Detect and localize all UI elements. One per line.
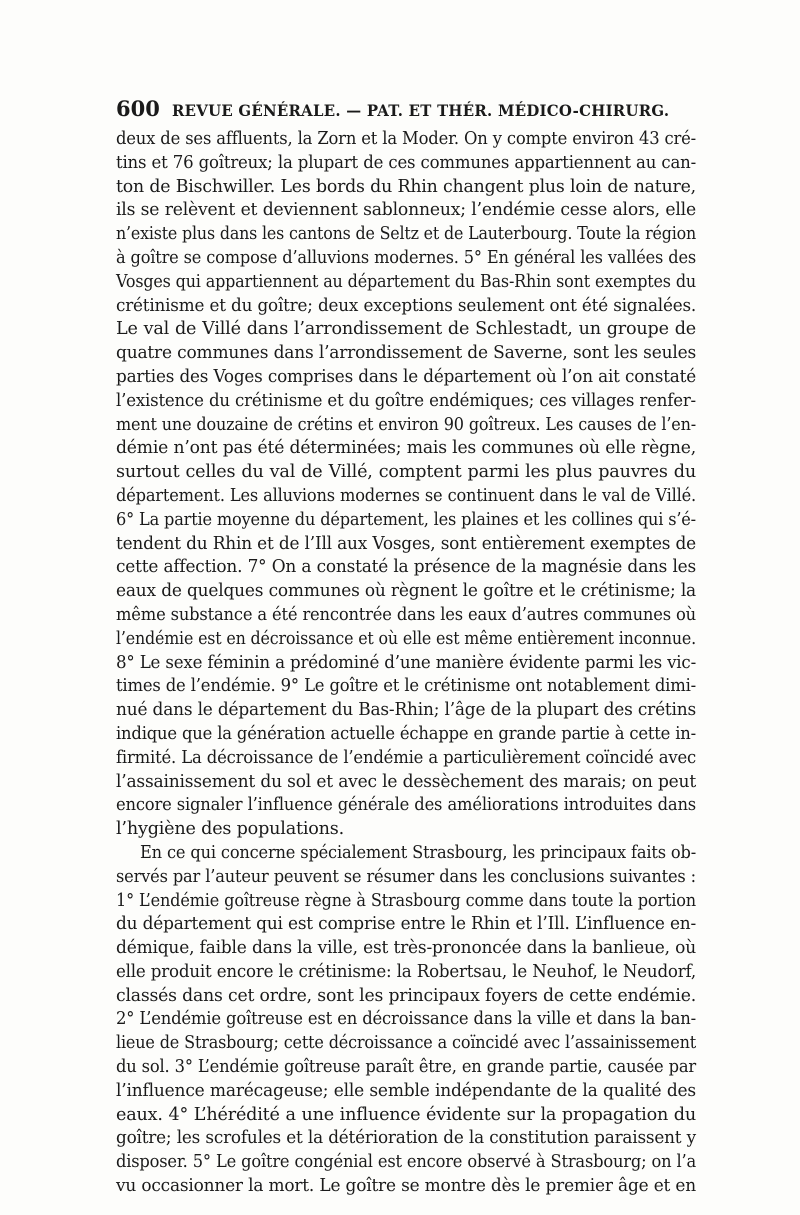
- text-line: crétinisme et du goître; deux exceptions seulement ont été signalées.: [116, 295, 697, 316]
- text-line: eaux de quelques communes où règnent le goître et le crétinisme; la: [116, 581, 696, 602]
- text-line: 8° Le sexe féminin a prédominé d’une manière évidente parmi les vic-: [116, 652, 697, 673]
- text-line: même substance a été rencontrée dans les eaux d’autres communes où: [116, 604, 696, 625]
- text-line: démie n’ont pas été déterminées; mais les communes où elle règne,: [116, 438, 696, 459]
- text-line: du sol. 3° L’endémie goîtreuse paraît être, en grande partie, causée par: [116, 1057, 696, 1078]
- text-line: firmité. La décroissance de l’endémie a particulièrement coïncidé avec: [116, 747, 697, 768]
- text-line: elle produit encore le crétinisme: la Robertsau, le Neuhof, le Neudorf,: [116, 961, 697, 982]
- text-line: démique, faible dans la ville, est très-prononcée dans la banlieue, où: [116, 938, 696, 959]
- text-line: parties des Voges comprises dans le département où l’on ait constaté: [116, 366, 696, 387]
- text-line: cette affection. 7° On a constaté la présence de la magnésie dans les: [116, 557, 696, 578]
- page-header: [116, 96, 696, 126]
- text-line: En ce qui concerne spécialement Strasbourg, les principaux faits ob-: [139, 842, 697, 863]
- text-line: l’assainissement du sol et avec le dessèchement des marais; on peut: [116, 771, 696, 792]
- text-line: n’existe plus dans les cantons de Seltz et de Lauterbourg. Toute la région: [116, 224, 697, 245]
- text-line: du département qui est comprise entre le Rhin et l’Ill. L’influence en-: [116, 914, 696, 935]
- text-line: l’influence marécageuse; elle semble indépendante de la qualité des: [116, 1080, 696, 1101]
- text-line: tendent du Rhin et de l’Ill aux Vosges, sont entièrement exemptes de: [116, 533, 696, 554]
- text-line: times de l’endémie. 9° Le goître et le crétinisme ont notablement dimi-: [116, 676, 697, 697]
- page-number: 600: [116, 96, 160, 121]
- text-line: l’hygiène des populations.: [116, 819, 345, 840]
- text-line: Vosges qui appartiennent au département du Bas-Rhin sont exemptes du: [116, 271, 696, 292]
- text-line: 6° La partie moyenne du département, les plaines et les collines qui s’é-: [116, 509, 696, 530]
- text-line: disposer. 5° Le goître congénial est encore observé à Strasbourg; on l’a: [116, 1152, 696, 1173]
- text-line: 1° L’endémie goîtreuse règne à Strasbourg comme dans toute la portion: [116, 890, 696, 911]
- running-head: REVUE GÉNÉRALE. — PAT. ET THÉR. MÉDICO-CHIRURG.: [171, 101, 670, 120]
- text-line: lieue de Strasbourg; cette décroissance a coïncidé avec l’assainissement: [116, 1033, 696, 1054]
- text-line: ton de Bischwiller. Les bords du Rhin changent plus loin de nature,: [116, 176, 696, 197]
- text-line: goître; les scrofules et la détérioration de la constitution paraissent y: [116, 1128, 696, 1149]
- text-line: classés dans cet ordre, sont les principaux foyers de cette endémie.: [116, 985, 696, 1006]
- text-line: servés par l’auteur peuvent se résumer dans les conclusions suivantes :: [116, 866, 696, 887]
- text-line: Le val de Villé dans l’arrondissement de Schlestadt, un groupe de: [116, 319, 696, 340]
- text-line: encore signaler l’influence générale des améliorations introduites dans: [116, 795, 697, 816]
- text-line: indique que la génération actuelle échappe en grande partie à cette in-: [116, 723, 697, 744]
- text-line: ment une douzaine de crétins et environ 90 goîtreux. Les causes de l’en-: [116, 414, 696, 435]
- text-line: l’endémie est en décroissance et où elle est même entièrement inconnue.: [116, 628, 697, 649]
- text-line: vu occasionner la mort. Le goître se montre dès le premier âge et en: [116, 1176, 696, 1197]
- text-line: à goître se compose d’alluvions modernes. 5° En général les vallées des: [116, 247, 696, 268]
- text-line: eaux. 4° L’hérédité a une influence évidente sur la propagation du: [116, 1104, 696, 1125]
- text-line: nué dans le département du Bas-Rhin; l’âge de la plupart des crétins: [116, 700, 696, 721]
- text-line: 2° L’endémie goîtreuse est en décroissance dans la ville et dans la ban-: [116, 1009, 697, 1030]
- text-line: deux de ses affluents, la Zorn et la Moder. On y compte environ 43 cré-: [116, 129, 697, 149]
- text-line: l’existence du crétinisme et du goître endémiques; ces villages renfer-: [116, 390, 696, 411]
- text-line: quatre communes dans l’arrondissement de Saverne, sont les seules: [116, 343, 696, 364]
- text-line: tins et 76 goîtreux; la plupart de ces communes appartiennent au can-: [116, 152, 696, 173]
- text-line: surtout celles du val de Villé, comptent parmi les plus pauvres du: [116, 462, 696, 483]
- text-line: ils se relèvent et deviennent sablonneux; l’endémie cesse alors, elle: [116, 200, 696, 221]
- body-text: [116, 128, 696, 1199]
- text-line: département. Les alluvions modernes se continuent dans le val de Villé.: [116, 485, 697, 506]
